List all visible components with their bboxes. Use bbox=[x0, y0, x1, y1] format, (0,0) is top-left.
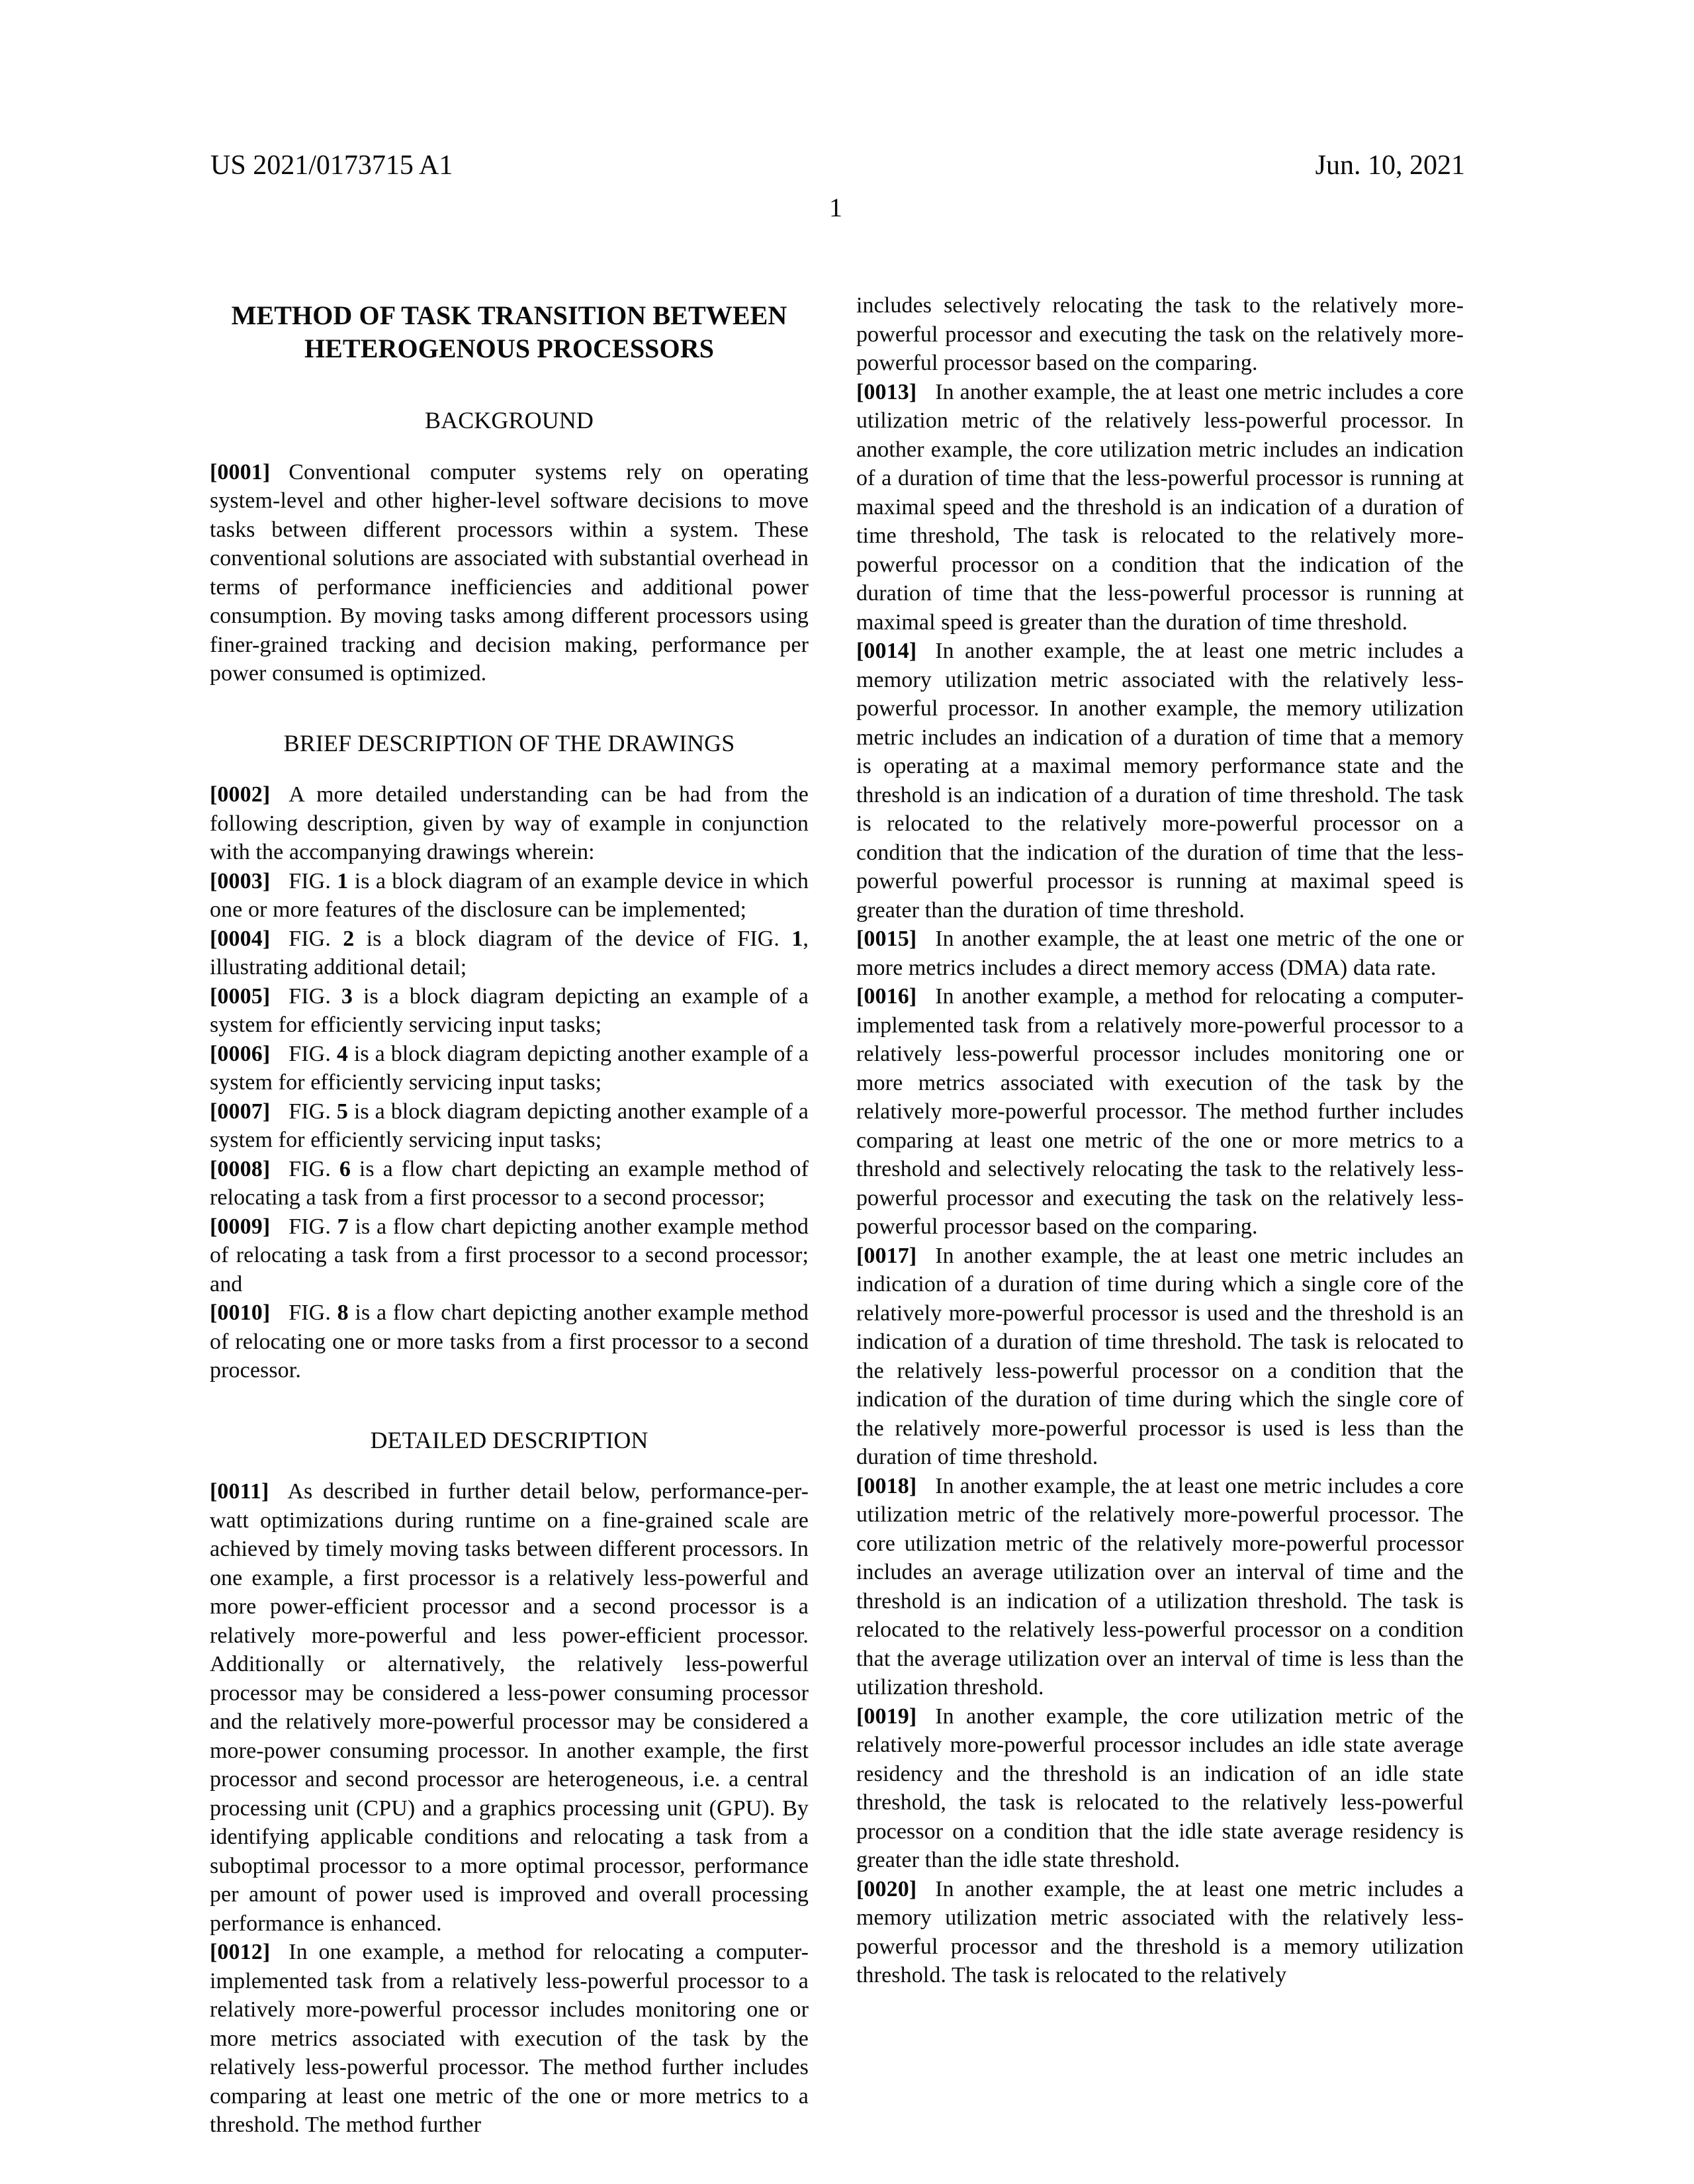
paragraph-0012: [0012] In one example, a method for relocating a computer-implemented task from a relatively less-powerful processor to a relatively more-powerful processor includes monitoring one or more metrics associated with execution of the task by the relatively less-powerful processor. The method further includes comparing at least one metric of the one or more metrics to a threshold. The method further bbox=[210, 1940, 809, 2137]
paragraph-tag: [0010] bbox=[210, 1300, 271, 1325]
paragraph-tag: [0013] bbox=[856, 379, 917, 404]
paragraph-0003: [0003] FIG. 1 is a block diagram of an example device in which one or more features of the disclosure can be implemented; bbox=[210, 868, 809, 922]
paragraph-tag: [0011] bbox=[210, 1479, 269, 1504]
section-heading: BRIEF DESCRIPTION OF THE DRAWINGS bbox=[283, 729, 735, 756]
publication-number: US 2021/0173715 A1 bbox=[210, 150, 453, 181]
left-column bbox=[210, 291, 809, 2140]
paragraph-0016: [0016] In another example, a method for relocating a computer-implemented task from a relatively more-powerful processor to a relatively less-powerful processor includes monitoring one or more metrics associated with execution of the task by the relatively more-powerful processor. The method further includes comparing at least one metric of the one or more metrics to a threshold and selectively relocating the task to the relatively less-powerful processor and executing the task on the relatively less-powerful processor based on the comparing. bbox=[856, 984, 1464, 1239]
paragraph-0011: [0011] As described in further detail below, performance-per-watt optimizations during runtime on a fine-grained scale are achieved by timely moving tasks between different processors. In one example, a first processor is a relatively less-powerful and more power-efficient processor and a second processor is a relatively more-powerful and less power-efficient processor. Additionally or alternatively, the relatively less-powerful processor may be considered a less-power consuming processor and the relatively more-powerful processor may be considered a more-power consuming processor. In another example, the first processor and second processor are heterogeneous, i.e. a central processing unit (CPU) and a graphics processing unit (GPU). By identifying applicable conditions and relocating a task from a suboptimal processor to a more optimal processor, performance per amount of power used is improved and overall processing performance is enhanced. bbox=[210, 1479, 809, 1936]
paragraph-0018: [0018] In another example, the at least one metric includes a core utilization metric of the relatively more-powerful processor. The core utilization metric of the relatively more-powerful processor includes an average utilization over an interval of time and the threshold is an indication of a utilization threshold. The task is relocated to the relatively less-powerful processor on a condition that the average utilization over an interval of time is less than the utilization threshold. bbox=[856, 1473, 1464, 1700]
paragraph-tag: [0014] bbox=[856, 639, 917, 663]
paragraph-0002: [0002] A more detailed understanding can be had from the following description, given by way of example in conjunction with the accompanying drawings wherein: bbox=[210, 782, 809, 864]
paragraph-tag: [0015] bbox=[856, 927, 917, 951]
paragraph-0006: [0006] FIG. 4 is a block diagram depicting another example of a system for efficiently servicing input tasks; bbox=[210, 1041, 809, 1095]
figure-number: 8 bbox=[337, 1300, 349, 1325]
paragraph-tag: [0008] bbox=[210, 1156, 271, 1181]
paragraph-tag: [0001] bbox=[210, 459, 271, 484]
page-number: 1 bbox=[829, 193, 842, 222]
figure-number: 1 bbox=[791, 926, 803, 951]
paragraph-tag: [0002] bbox=[210, 782, 271, 807]
paragraph-0017: [0017] In another example, the at least one metric includes an indication of a duration of time during which a single core of the relatively more-powerful processor is used and the threshold is an indication of a duration of time threshold. The task is relocated to the relatively less-powerful processor on a condition that the indication of the duration of time during which the single core of the relatively more-powerful processor is used is less than the duration of time threshold. bbox=[856, 1243, 1464, 1469]
figure-number: 1 bbox=[337, 868, 349, 893]
paragraph-0005: [0005] FIG. 3 is a block diagram depicting an example of a system for efficiently servicing input tasks; bbox=[210, 983, 809, 1037]
paragraph-tag: [0007] bbox=[210, 1099, 271, 1124]
paragraph-tag: [0005] bbox=[210, 983, 271, 1009]
paragraph-tag: [0004] bbox=[210, 926, 271, 951]
figure-number: 4 bbox=[336, 1041, 348, 1066]
paragraph-0015: [0015] In another example, the at least one metric of the one or more metrics includes a direct memory access (DMA) data rate. bbox=[856, 927, 1464, 980]
paragraph-tag: [0006] bbox=[210, 1041, 271, 1066]
paragraph-0008: [0008] FIG. 6 is a flow chart depicting an example method of relocating a task from a first processor to a second processor; bbox=[210, 1156, 809, 1210]
paragraph-0019: [0019] In another example, the core utilization metric of the relatively more-powerful processor includes an idle state average residency and the threshold is an indication of an idle state threshold, the task is relocated to the relatively less-powerful processor on a condition that the idle state average residency is greater than the idle state threshold. bbox=[856, 1704, 1464, 1872]
paragraph-continuation: includes selectively relocating the task to the relatively more-powerful processor and executing the task on the relatively more-powerful processor based on the comparing. bbox=[856, 293, 1464, 375]
section-heading: BACKGROUND bbox=[424, 407, 594, 433]
patent-title: METHOD OF TASK TRANSITION BETWEEN HETEROGENOUS PROCESSORS bbox=[231, 300, 787, 363]
paragraph-tag: [0018] bbox=[856, 1473, 917, 1498]
figure-number: 5 bbox=[336, 1099, 348, 1124]
figure-number: 3 bbox=[341, 983, 353, 1009]
section-heading: DETAILED DESCRIPTION bbox=[370, 1426, 648, 1453]
paragraph-tag: [0020] bbox=[856, 1876, 917, 1901]
paragraph-0014: [0014] In another example, the at least one metric includes a memory utilization metric associated with the relatively less-powerful processor. In another example, the memory utilization metric includes an indication of a duration of time that a memory is operating at a maximal memory performance state and the threshold is an indication of a duration of time threshold. The task is relocated to the relatively more-powerful processor on a condition that the indication of the duration of time that the less-powerful powerful processor is running at maximal speed is greater than the duration of time threshold. bbox=[856, 639, 1464, 923]
paragraph-0004: [0004] FIG. 2 is a block diagram of the device of FIG. 1, illustrating additional detail; bbox=[210, 926, 809, 979]
right-column bbox=[856, 291, 1464, 1990]
paragraph-tag: [0009] bbox=[210, 1214, 271, 1239]
paragraph-0010: [0010] FIG. 8 is a flow chart depicting another example method of relocating one or more tasks from a first processor to a second processor. bbox=[210, 1300, 809, 1383]
paragraph-tag: [0017] bbox=[856, 1243, 917, 1268]
paragraph-0009: [0009] FIG. 7 is a flow chart depicting another example method of relocating a task from a first processor to a second processor; and bbox=[210, 1214, 809, 1297]
figure-number: 7 bbox=[337, 1214, 349, 1239]
paragraph-tag: [0012] bbox=[210, 1940, 271, 1964]
paragraph-0020: [0020] In another example, the at least one metric includes a memory utilization metric associated with the relatively less-powerful processor and the threshold is a memory utilization threshold. The task is relocated to the relatively bbox=[856, 1876, 1464, 1987]
paragraph-tag: [0016] bbox=[856, 984, 917, 1009]
paragraph-tag: [0003] bbox=[210, 868, 271, 893]
paragraph-tag: [0019] bbox=[856, 1704, 917, 1729]
publication-date: Jun. 10, 2021 bbox=[1315, 150, 1465, 181]
figure-number: 6 bbox=[339, 1156, 351, 1181]
paragraph-0007: [0007] FIG. 5 is a block diagram depicting another example of a system for efficiently servicing input tasks; bbox=[210, 1099, 809, 1152]
paragraph-0001: [0001] Conventional computer systems rely on operating system-level and other higher-level software decisions to move tasks between different processors within a system. These conventional solutions are associated with substantial overhead in terms of performance inefficiencies and additional power consumption. By moving tasks among different processors using finer-grained tracking and decision making, performance per power consumed is optimized. bbox=[210, 459, 809, 686]
paragraph-0013: [0013] In another example, the at least one metric includes a core utilization metric of the relatively less-powerful processor. In another example, the core utilization metric includes an indication of a duration of time that the less-powerful processor is running at maximal speed and the threshold is an indication of a duration of time threshold, The task is relocated to the relatively more-powerful processor on a condition that the indication of the duration of time that the less-powerful processor is running at maximal speed is greater than the duration of time threshold. bbox=[856, 379, 1464, 635]
figure-number: 2 bbox=[343, 926, 355, 951]
